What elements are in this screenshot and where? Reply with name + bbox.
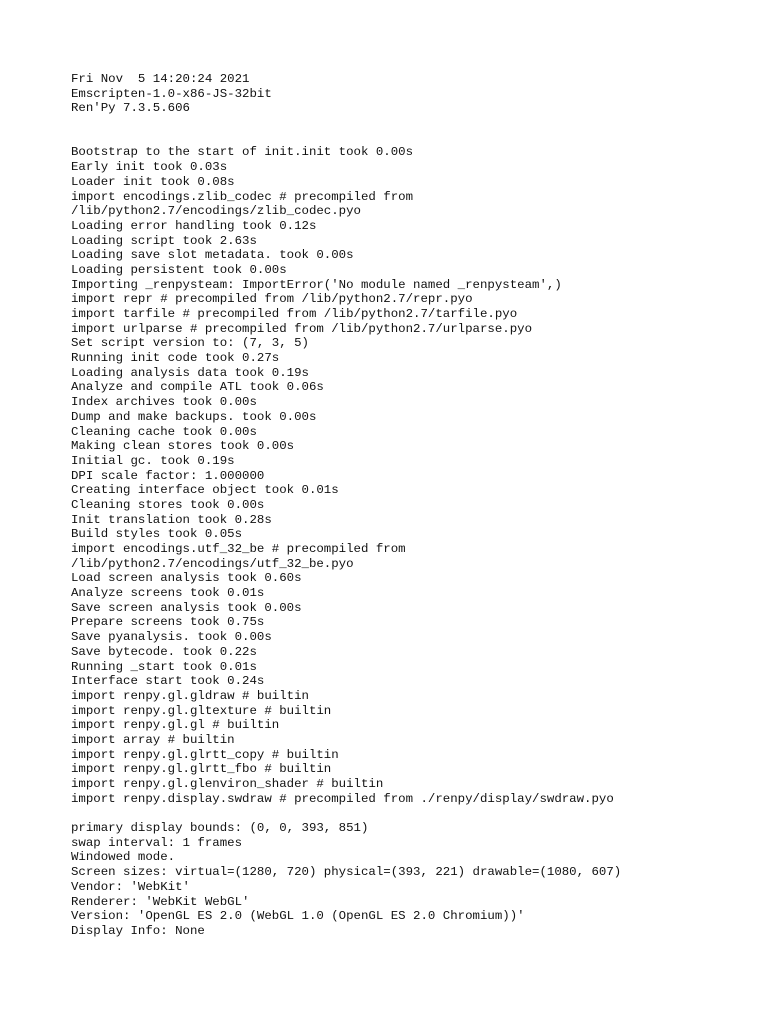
log-line: Loading save slot metadata. took 0.00s bbox=[71, 248, 354, 263]
log-line: primary display bounds: (0, 0, 393, 851) bbox=[71, 821, 369, 836]
log-line bbox=[71, 116, 761, 131]
log-line: Init translation took 0.28s bbox=[71, 512, 272, 527]
log-line: Loading script took 2.63s bbox=[71, 233, 257, 248]
log-line: Analyze screens took 0.01s bbox=[71, 586, 265, 601]
log-line: swap interval: 1 frames bbox=[71, 835, 243, 850]
log-line: Renderer: 'WebKit WebGL' bbox=[71, 894, 250, 909]
log-line: Build styles took 0.05s bbox=[71, 527, 243, 542]
log-line: import repr # precompiled from /lib/python2.7/repr.pyo bbox=[71, 292, 473, 307]
log-line: Analyze and compile ATL took 0.06s bbox=[71, 380, 324, 395]
log-line: Loading persistent took 0.00s bbox=[71, 262, 287, 277]
log-line: Running _start took 0.01s bbox=[71, 659, 257, 674]
log-line: Display Info: None bbox=[71, 923, 205, 938]
log-line: Creating interface object took 0.01s bbox=[71, 483, 339, 498]
log-line: import renpy.display.swdraw # precompiled from ./renpy/display/swdraw.pyo bbox=[71, 791, 614, 806]
log-line: Set script version to: (7, 3, 5) bbox=[71, 336, 309, 351]
log-line: /lib/python2.7/encodings/utf_32_be.pyo bbox=[71, 556, 354, 571]
log-line: /lib/python2.7/encodings/zlib_codec.pyo bbox=[71, 204, 361, 219]
log-line bbox=[71, 806, 761, 821]
log-line: Bootstrap to the start of init.init took 0.00s bbox=[71, 145, 414, 160]
log-line: Load screen analysis took 0.60s bbox=[71, 571, 302, 586]
log-line: Save bytecode. took 0.22s bbox=[71, 644, 257, 659]
log-line: import renpy.gl.gl # builtin bbox=[71, 718, 280, 733]
log-line: Ren'Py 7.3.5.606 bbox=[71, 101, 190, 116]
log-line: Early init took 0.03s bbox=[71, 160, 228, 175]
log-line: import renpy.gl.gldraw # builtin bbox=[71, 688, 309, 703]
log-line: Making clean stores took 0.00s bbox=[71, 439, 295, 454]
log-line: Prepare screens took 0.75s bbox=[71, 615, 265, 630]
log-line: Initial gc. took 0.19s bbox=[71, 453, 235, 468]
log-line: import renpy.gl.gltexture # builtin bbox=[71, 703, 332, 718]
log-line: Cleaning stores took 0.00s bbox=[71, 497, 265, 512]
log-line: Interface start took 0.24s bbox=[71, 674, 265, 689]
log-line: Loading analysis data took 0.19s bbox=[71, 365, 309, 380]
log-text bbox=[71, 72, 761, 939]
log-line: Dump and make backups. took 0.00s bbox=[71, 409, 317, 424]
log-line: import urlparse # precompiled from /lib/python2.7/urlparse.pyo bbox=[71, 321, 533, 336]
log-line: Vendor: 'WebKit' bbox=[71, 879, 190, 894]
log-line: import array # builtin bbox=[71, 732, 235, 747]
log-line: Loader init took 0.08s bbox=[71, 174, 235, 189]
log-line: Loading error handling took 0.12s bbox=[71, 218, 317, 233]
log-line: Save screen analysis took 0.00s bbox=[71, 600, 302, 615]
log-line: import tarfile # precompiled from /lib/python2.7/tarfile.pyo bbox=[71, 307, 518, 321]
log-line: import encodings.zlib_codec # precompiled from bbox=[71, 189, 414, 204]
log-line: import renpy.gl.glrtt_fbo # builtin bbox=[71, 762, 332, 777]
log-line bbox=[71, 131, 761, 146]
log-line: Windowed mode. bbox=[71, 850, 176, 865]
log-line: Screen sizes: virtual=(1280, 720) physical=(393, 221) drawable=(1080, 607) bbox=[71, 865, 622, 880]
log-line: Importing _renpysteam: ImportError('No module named _renpysteam',) bbox=[71, 277, 562, 292]
log-line: import renpy.gl.glrtt_copy # builtin bbox=[71, 747, 339, 762]
log-line: import renpy.gl.glenviron_shader # builtin bbox=[71, 777, 384, 791]
log-line: Running init code took 0.27s bbox=[71, 351, 280, 366]
log-line: Emscripten-1.0-x86-JS-32bit bbox=[71, 86, 272, 101]
log-line: Index archives took 0.00s bbox=[71, 395, 257, 410]
log-line: import encodings.utf_32_be # precompiled from bbox=[71, 542, 406, 556]
log-line: Fri Nov 5 14:20:24 2021 bbox=[71, 72, 250, 86]
log-line: Version: 'OpenGL ES 2.0 (WebGL 1.0 (OpenGL ES 2.0 Chromium))' bbox=[71, 909, 525, 924]
log-line: DPI scale factor: 1.000000 bbox=[71, 468, 265, 483]
log-line: Cleaning cache took 0.00s bbox=[71, 424, 257, 439]
log-line: Save pyanalysis. took 0.00s bbox=[71, 630, 272, 645]
